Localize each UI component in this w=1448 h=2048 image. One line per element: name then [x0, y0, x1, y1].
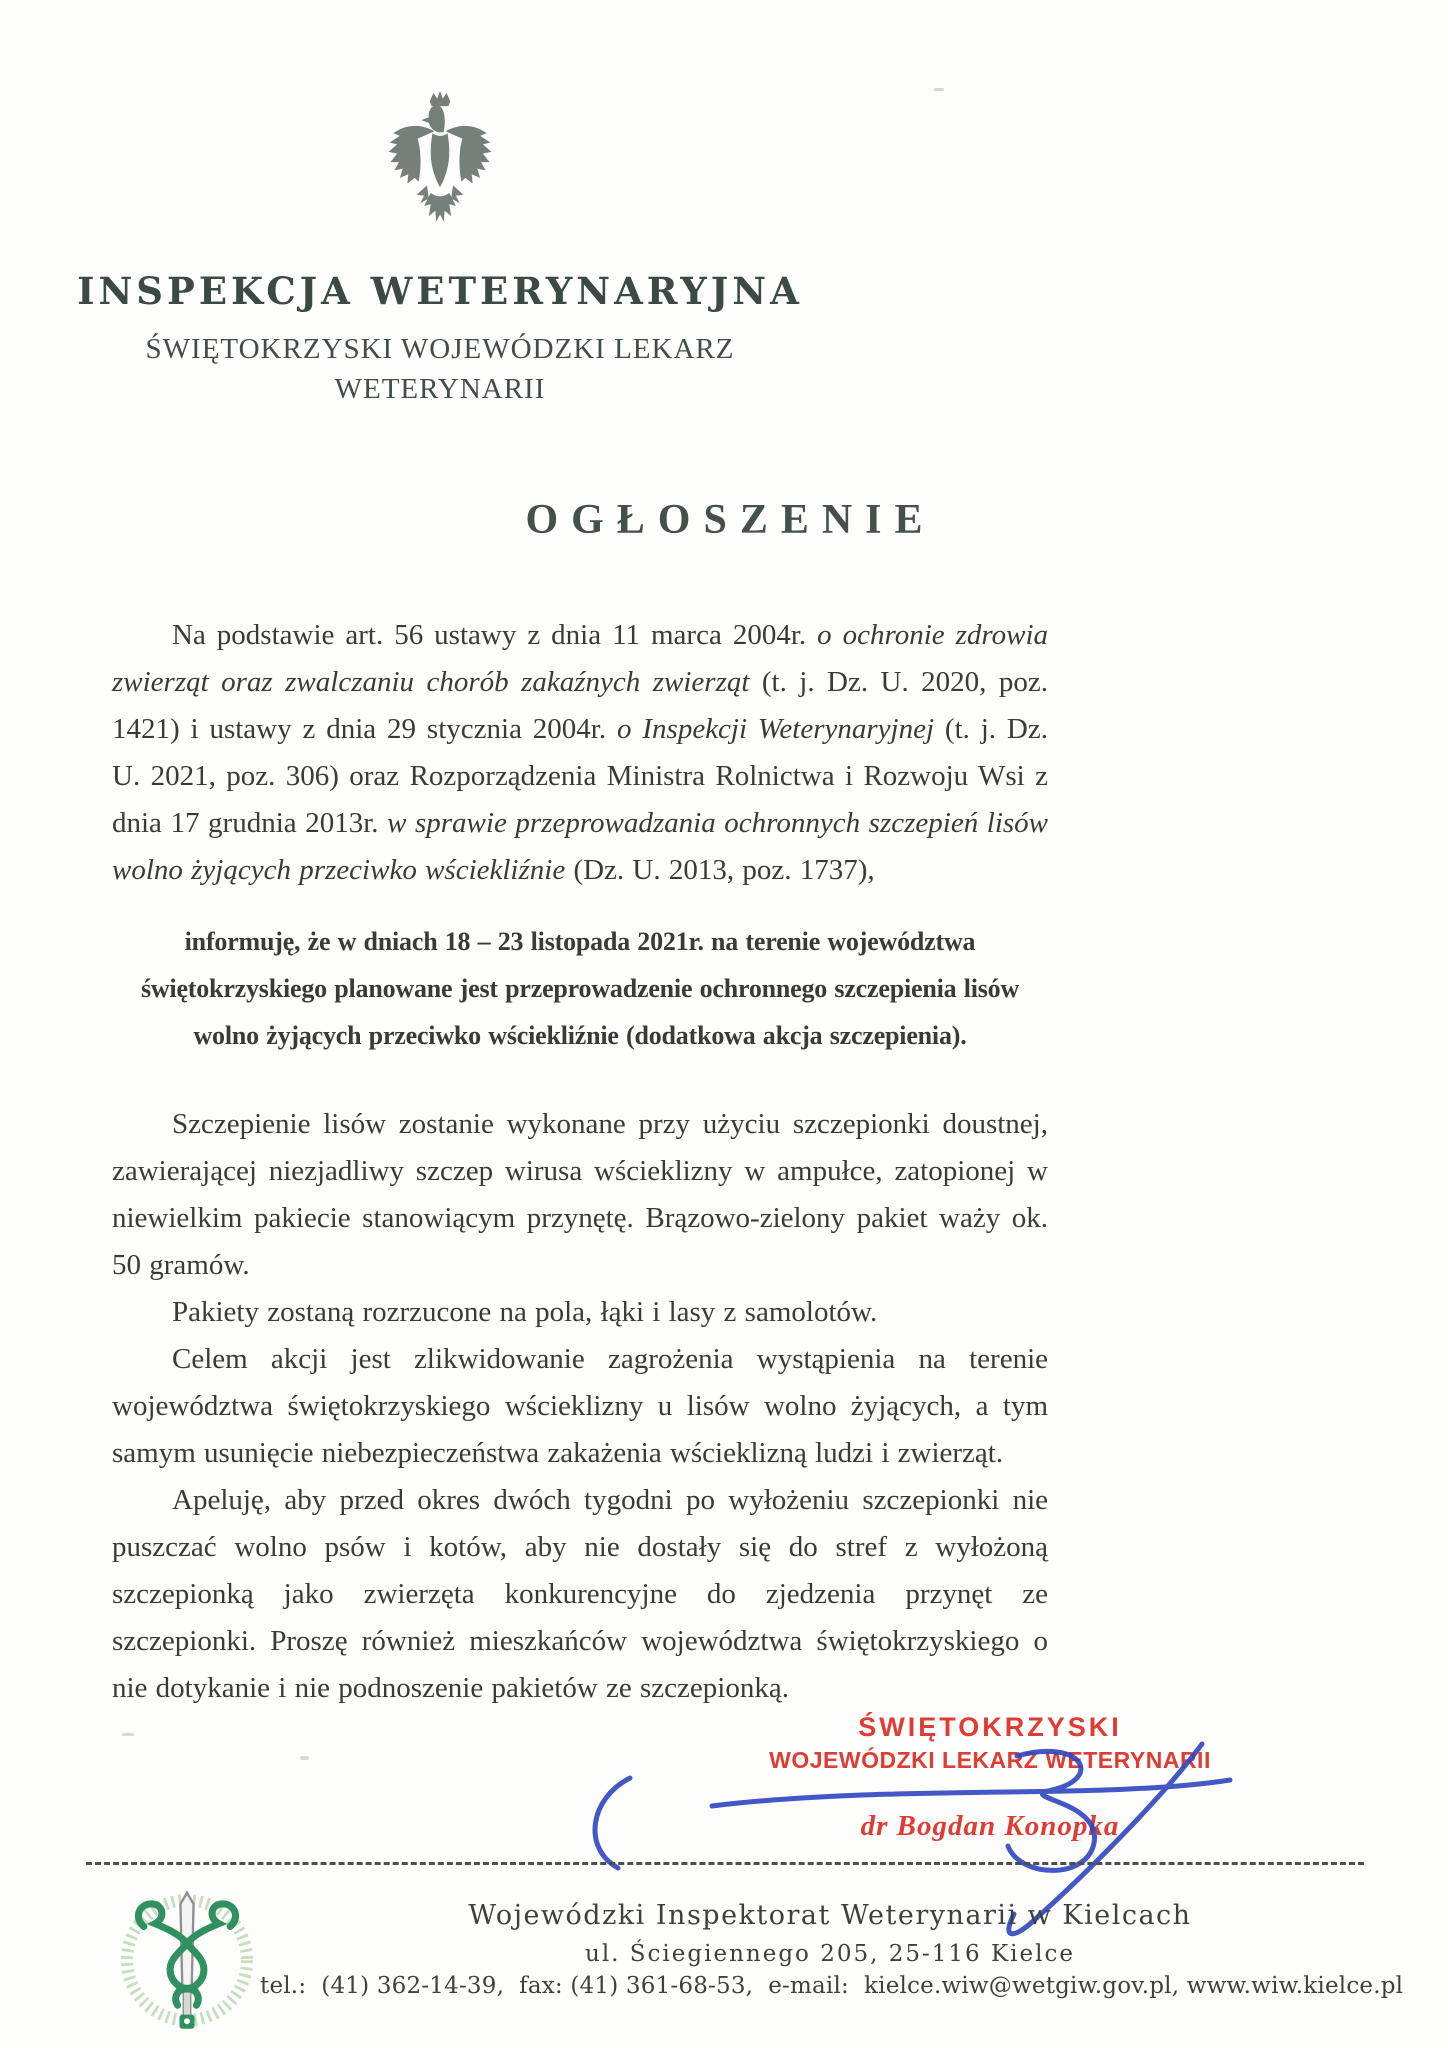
veterinary-caduceus-logo-icon [112, 1888, 262, 2040]
polish-eagle-emblem-icon [384, 88, 496, 238]
scan-artifact [300, 1756, 309, 1760]
footer-org-name: Wojewódzki Inspektorat Weterynarii w Kielcach [468, 1900, 1192, 1931]
stamp-signer-name: dr Bogdan Konopka [860, 1810, 1120, 1842]
scan-artifact [934, 88, 944, 91]
page-title: OGŁOSZENIE [525, 497, 936, 543]
stamp-office-line: WOJEWÓDZKI LEKARZ WETERYNARII [769, 1747, 1211, 1773]
distribution-paragraph: Pakiety zostaną rozrzucone na pola, łąki i lasy z samolotów. [172, 1296, 878, 1328]
scan-artifact [122, 1733, 134, 1736]
goal-paragraph: Celem akcji jest zlikwidowanie zagrożenia wystąpienia na terenie województwa świętokrzyskiego wścieklizny u lisów wolno żyjących, a tym samym usunięcie niebezpieczeństwa zakażenia wścieklizną ludzi i zwierząt. [112, 1343, 1048, 1469]
footer-contact: tel.: (41) 362-14-39, fax: (41) 361-68-53, e-mail: kielce.wiw@wetgiw.gov.pl, www.wiw.kielce.pl [260, 1973, 1404, 1999]
legal-basis-paragraph: Na podstawie art. 56 ustawy z dnia 11 marca 2004r. o ochronie zdrowia zwierząt oraz zwalczaniu chorób zakaźnych zwierząt (t. j. Dz. U. 2020, poz. 1421) i ustawy z dnia 29 stycznia 2004r. o Inspekcji Weterynaryjnej (t. j. Dz. U. 2021, poz. 306) oraz Rozporządzenia Ministra Rolnictwa i Rozwoju Wsi z dnia 17 grudnia 2013r. w sprawie przeprowadzania ochronnych szczepień lisów wolno żyjących przeciwko wściekliźnie (Dz. U. 2013, poz. 1737), [112, 619, 1049, 886]
appeal-paragraph: Apeluję, aby przed okres dwóch tygodni po wyłożeniu szczepionki nie puszczać wolno psów i kotów, aby nie dostały się do stref z wyłożoną szczepionką jako zwierzęta konkurencyjne do zjedzenia przynęt ze szczepionki. Proszę również mieszkańców województwa świętokrzyskiego o nie dotykanie i nie podnoszenie pakietów ze szczepionką. [112, 1484, 1048, 1704]
stamp-region-line: ŚWIĘTOKRZYSKI [858, 1712, 1122, 1742]
office-name-line2: WETERYNARII [334, 373, 546, 405]
document-body [112, 612, 1048, 1712]
org-name: INSPEKCJA WETERYNARYJNA [77, 269, 803, 313]
vaccine-description-paragraph: Szczepienie lisów zostanie wykonane przy użyciu szczepionki doustnej, zawierającej niezjadliwy szczep wirusa wścieklizny w ampułce, zatopionej w niewielkim pakiecie stanowiącym przynętę. Brązowo-zielony pakiet waży ok. 50 gramów. [112, 1108, 1048, 1281]
separator-line [86, 1862, 1364, 1865]
office-name-line1: ŚWIĘTOKRZYSKI WOJEWÓDZKI LEKARZ [145, 333, 735, 365]
announcement-paragraph: informuję, że w dniach 18 – 23 listopada 2021r. na terenie województwa świętokrzyskiego planowane jest przeprowadzenie ochronnego szczepienia lisów wolno żyjących przeciwko wściekliźnie (dodatkowa akcja szczepienia). [140, 927, 1020, 1050]
page-footer [260, 1900, 1404, 1999]
footer-address: ul. Ściegiennego 205, 25-116 Kielce [585, 1941, 1075, 1967]
letterhead [0, 88, 880, 409]
